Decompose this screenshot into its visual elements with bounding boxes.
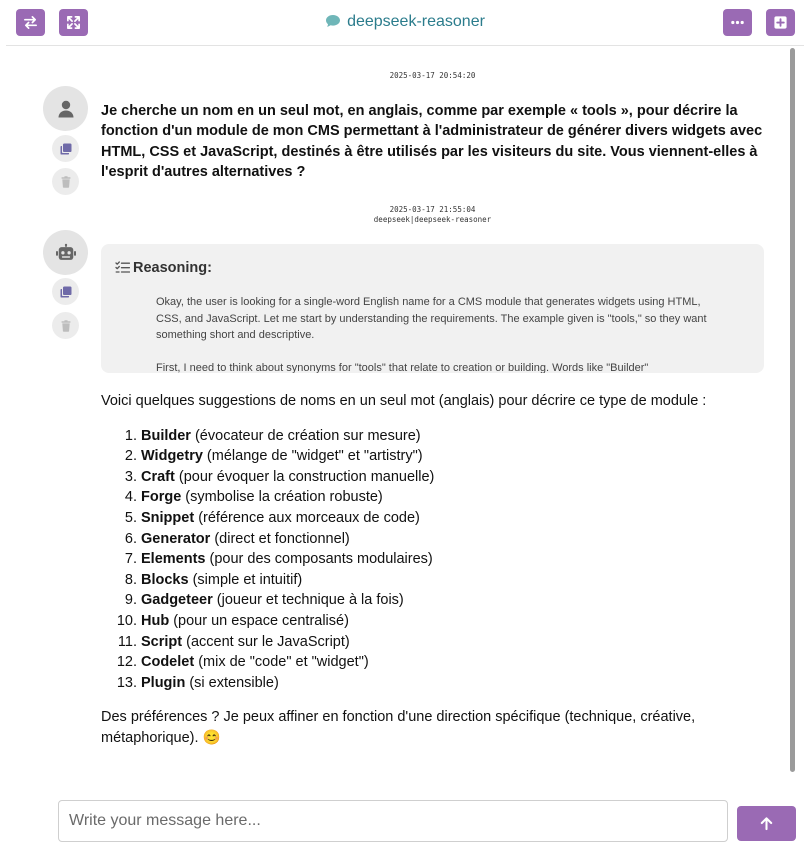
top-bar: [0, 0, 810, 46]
assistant-timestamp: 2025-03-17 21:55:04: [389, 205, 476, 214]
suggestion-item: [141, 611, 766, 632]
suggestion-item: [141, 590, 766, 611]
suggestion-name: Hub: [141, 612, 170, 629]
more-icon: [730, 15, 745, 30]
copy-assistant-button[interactable]: [52, 278, 79, 305]
suggestion-name: Gadgeteer: [141, 592, 213, 609]
suggestion-name: Forge: [141, 489, 182, 506]
suggestion-item: [141, 549, 766, 570]
suggestion-item: [141, 652, 766, 673]
answer-intro: Voici quelques suggestions de noms en un seul mot (anglais) pour décrire ce type de module :: [101, 393, 707, 409]
suggestion-item: [141, 508, 766, 529]
new-chat-button[interactable]: [766, 9, 795, 36]
suggestion-description: (pour évoquer la construction manuelle): [174, 468, 435, 485]
suggestion-name: Widgetry: [141, 448, 203, 465]
suggestion-description: (mix de "code" et "widget"): [194, 654, 369, 671]
suggestion-description: (simple et intuitif): [188, 571, 303, 588]
assistant-avatar: [43, 230, 88, 275]
scrollbar-thumb[interactable]: [790, 48, 795, 772]
suggestion-item: [141, 467, 766, 488]
suggestion-name: Builder: [141, 427, 191, 444]
reasoning-title: [115, 260, 212, 276]
header-divider: [6, 45, 804, 46]
suggestion-item: [141, 632, 766, 653]
suggestion-description: (référence aux morceaux de code): [194, 509, 420, 526]
suggestion-name: Generator: [141, 530, 211, 547]
answer-outro: Des préférences ? Je peux affiner en fonction d'une direction spécifique (technique, créative, métaphorique). 😊: [101, 709, 696, 746]
suggestion-name: Script: [141, 633, 183, 650]
suggestion-item: [141, 487, 766, 508]
robot-icon: [56, 243, 76, 263]
suggestion-item: [141, 570, 766, 591]
user-icon: [56, 99, 76, 119]
user-timestamp: 2025-03-17 20:54:20: [389, 71, 476, 80]
user-message-text: Je cherche un nom en un seul mot, en anglais, comme par exemple « tools », pour décrire la fonction d'un module de mon CMS permettant à l'administrateur de générer divers widgets avec HTML, CSS et JavaScript, destinés à être utilisés par les visiteurs du site. Vous viennent-elles à l'esprit d'autres alternatives ?: [101, 103, 763, 180]
suggestion-name: Snippet: [141, 509, 195, 526]
trash-icon: [60, 176, 72, 188]
suggestion-item: [141, 426, 766, 447]
suggestion-item: [141, 673, 766, 694]
send-button[interactable]: [737, 806, 796, 841]
reasoning-paragraph: First, I need to think about synonyms for "tools" that relate to creation or building. Words like "Builder": [156, 362, 649, 373]
suggestion-name: Plugin: [141, 674, 186, 691]
trash-icon: [60, 320, 72, 332]
message-input-box[interactable]: [58, 800, 728, 842]
user-avatar: [43, 86, 88, 131]
suggestion-description: (accent sur le JavaScript): [182, 633, 350, 650]
copy-icon: [60, 286, 72, 298]
suggestion-description: (symbolise la création robuste): [181, 489, 383, 506]
suggestion-name: Blocks: [141, 571, 189, 588]
delete-assistant-button[interactable]: [52, 312, 79, 339]
model-title: [0, 13, 810, 31]
suggestion-description: (direct et fonctionnel): [210, 530, 350, 547]
reasoning-title-text: Reasoning:: [133, 260, 212, 276]
arrow-up-icon: [759, 816, 774, 831]
suggestion-name: Craft: [141, 468, 175, 485]
assistant-model-label: deepseek|deepseek-reasoner: [373, 215, 492, 224]
chat-bubble-icon: [325, 14, 341, 28]
reasoning-paragraph: Okay, the user is looking for a single-word English name for a CMS module that generates widgets using HTML, CSS, and JavaScript. Let me start by understanding the requirements. The example given is "tools," so they want something short and descriptive.: [156, 296, 707, 341]
suggestion-name: Codelet: [141, 654, 195, 671]
suggestion-name: Elements: [141, 551, 206, 568]
suggestion-description: (mélange de "widget" et "artistry"): [202, 448, 423, 465]
checklist-icon: [115, 261, 130, 274]
copy-icon: [60, 143, 72, 155]
suggestion-list: [101, 426, 766, 694]
message-input[interactable]: [59, 801, 727, 841]
suggestion-item: [141, 529, 766, 550]
reasoning-text: [156, 294, 716, 373]
more-button[interactable]: [723, 9, 752, 36]
reasoning-panel[interactable]: [101, 244, 764, 373]
model-name: deepseek-reasoner: [347, 13, 485, 30]
suggestion-description: (si extensible): [185, 674, 279, 691]
suggestion-description: (pour des composants modulaires): [205, 551, 433, 568]
suggestion-item: [141, 446, 766, 467]
new-chat-icon: [773, 15, 788, 30]
copy-user-button[interactable]: [52, 135, 79, 162]
suggestion-description: (joueur et technique à la fois): [212, 592, 404, 609]
suggestion-description: (pour un espace centralisé): [169, 612, 349, 629]
suggestion-description: (évocateur de création sur mesure): [190, 427, 421, 444]
delete-user-button[interactable]: [52, 168, 79, 195]
assistant-answer: [101, 391, 766, 749]
